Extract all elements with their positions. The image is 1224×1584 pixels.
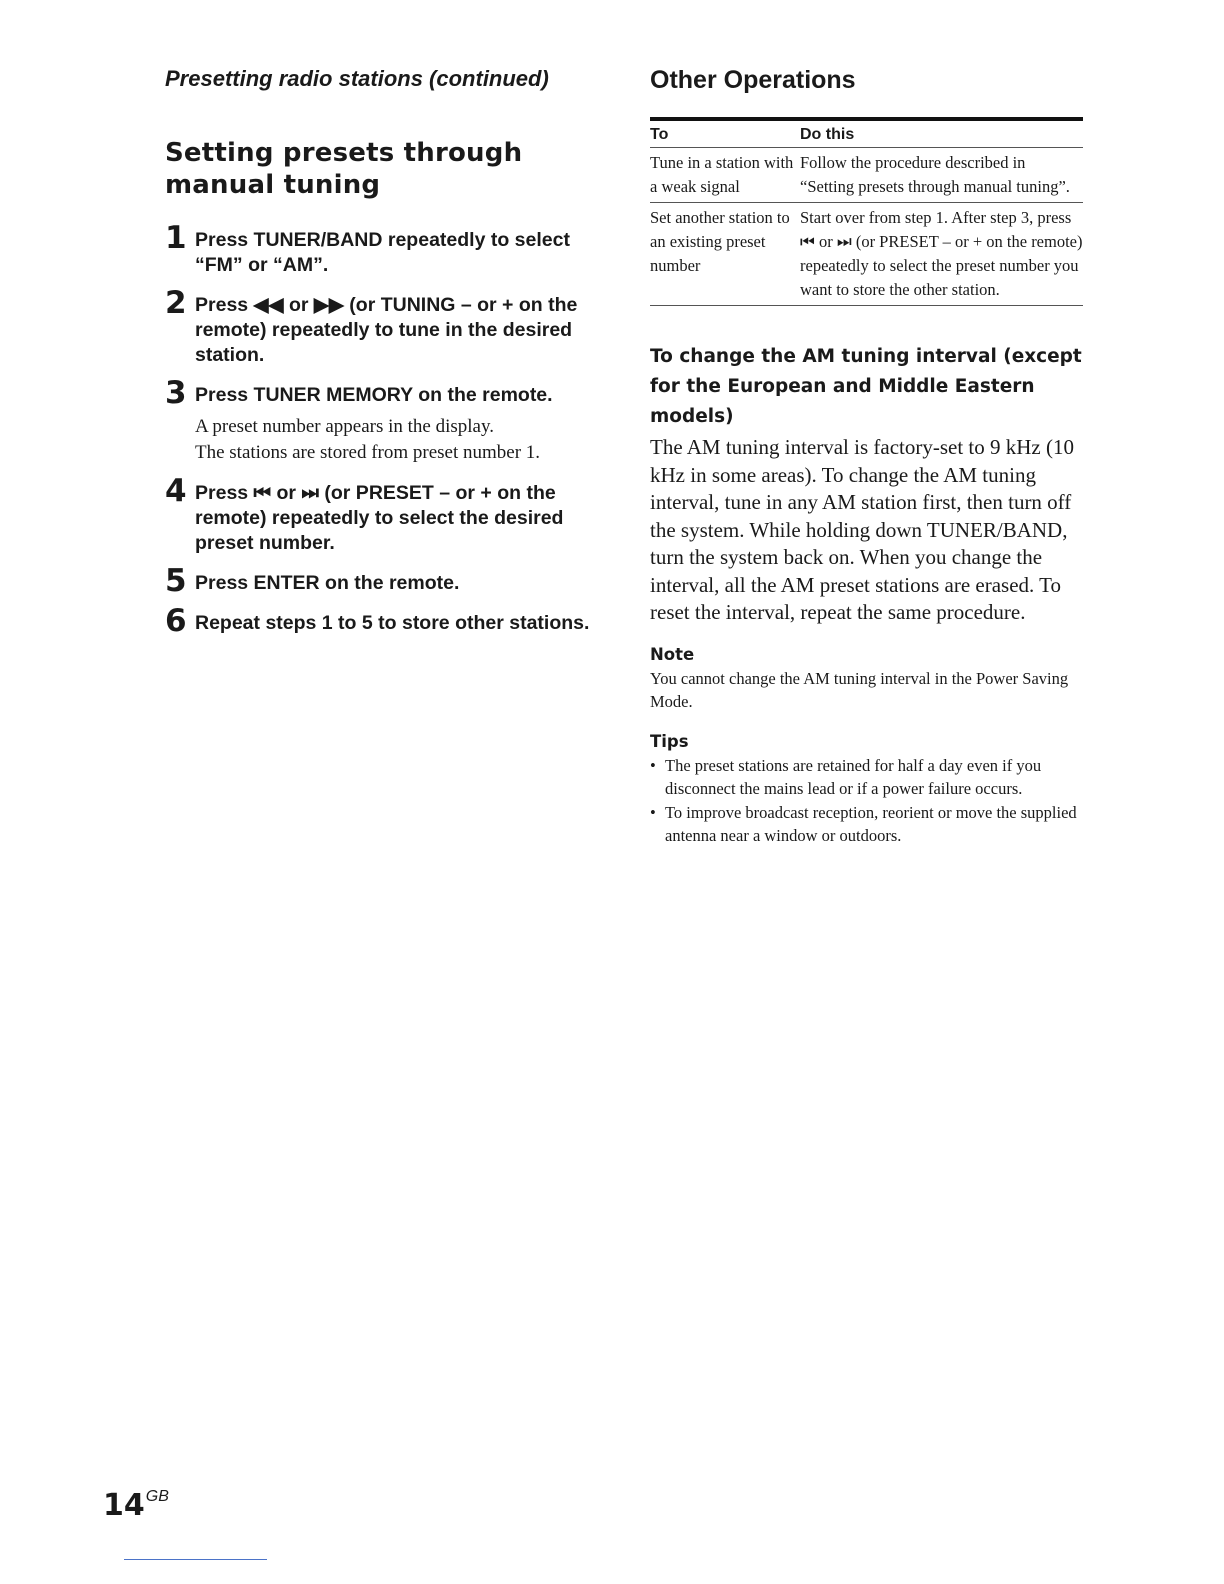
am-interval-text: The AM tuning interval is factory-set to 9 kHz (10 kHz in some areas). To change the AM tuning interval, tune in any AM station first, then turn off the system. While holding down TUNER/BAND, turn the system back on. When you change the interval, all the AM preset stations are erased. To reset the interval, repeat the same procedure. [650,435,1074,624]
section-title: Setting presets through manual tuning [165,138,523,200]
note-heading: Note [650,644,695,664]
step-item [165,602,595,639]
list-item: • To improve broadcast reception, reorient or move the supplied antenna near a window or outdoors. [650,801,1083,848]
column-header-to: To [650,119,800,148]
other-operations-title: Other Operations [650,66,856,94]
table-cell-do-this: Start over from step 1. After step 3, press ⏮ or ⏭ (or PRESET – or + on the remote) repeatedly to select the preset number you want to store the other station. [800,203,1083,306]
step-item [165,284,595,368]
step-description-line: The stations are stored from preset number 1. [195,441,541,463]
step-description [195,414,595,466]
operations-table [650,117,1083,306]
step-item [165,472,595,556]
page-number-value: 14 [103,1488,145,1523]
am-interval-heading: To change the AM tuning interval (except for the European and Middle Eastern models) [650,346,1082,427]
table-cell-to: Tune in a station with a weak signal [650,148,800,203]
table-cell-to: Set another station to an existing preset number [650,203,800,306]
tips-heading: Tips [650,731,689,751]
step-number: 5 [165,562,187,599]
step-item [165,562,595,599]
step-item [165,219,595,278]
column-header-do-this: Do this [800,119,1083,148]
step-number: 1 [165,219,187,256]
step-item [165,374,595,466]
step-instruction: Press ⏮ or ⏭ (or PRESET – or + on the remote) repeatedly to select the desired preset number. [195,481,564,554]
right-column [650,66,1083,848]
step-instruction: Press TUNER/BAND repeatedly to select “FM” or “AM”. [195,228,570,276]
step-number: 6 [165,602,187,639]
table-header-row [650,119,1083,148]
page-number [103,1488,169,1523]
step-instruction: Press ◀◀ or ▶▶ (or TUNING – or + on the remote) repeatedly to tune in the desired station. [195,293,578,366]
step-description-line: A preset number appears in the display. [195,415,494,437]
left-column [165,66,595,651]
table-cell-do-this: Follow the procedure described in “Setting presets through manual tuning”. [800,148,1083,203]
steps-list [165,219,595,639]
step-instruction: Repeat steps 1 to 5 to store other stations. [195,611,590,634]
step-number: 3 [165,374,187,411]
step-number: 4 [165,472,187,509]
running-head: Presetting radio stations (continued) [165,66,549,91]
page-number-suffix: GB [145,1488,169,1505]
table-row [650,148,1083,203]
step-instruction: Press ENTER on the remote. [195,571,460,594]
footer-divider [124,1559,267,1560]
step-instruction: Press TUNER MEMORY on the remote. [195,383,553,406]
step-number: 2 [165,284,187,321]
list-item: • The preset stations are retained for half a day even if you disconnect the mains lead or if a power failure occurs. [650,754,1083,801]
table-row [650,203,1083,306]
tips-list [650,754,1083,848]
note-text: You cannot change the AM tuning interval in the Power Saving Mode. [650,668,1069,711]
